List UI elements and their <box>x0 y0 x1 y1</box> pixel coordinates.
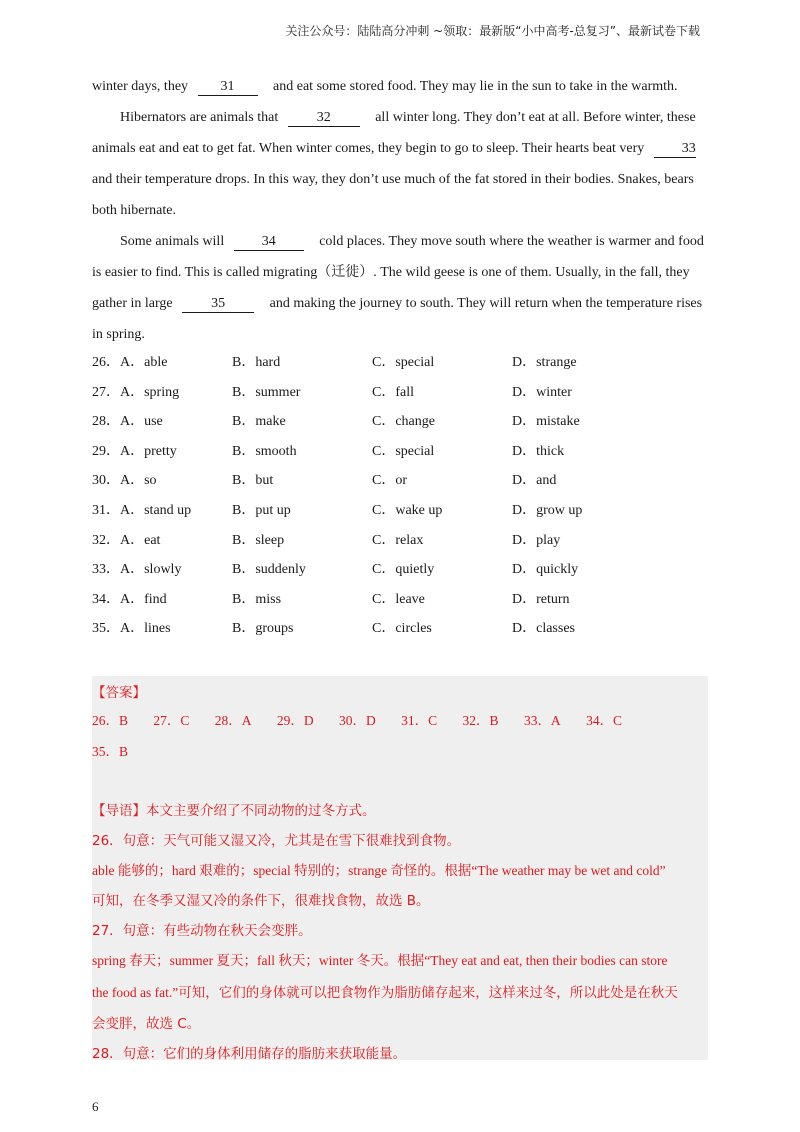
passage-text: both hibernate. <box>92 203 176 218</box>
option-row <box>92 500 708 530</box>
option-a: 29．A．pretty <box>92 443 177 459</box>
option-c: C．fall <box>372 384 414 400</box>
option-row <box>92 530 708 560</box>
passage-line <box>92 231 708 262</box>
option-a: 28．A．use <box>92 414 163 430</box>
passage-text: is easier to find. This is called migrating（迁徙）. The wild geese is one of them. Usually, in the fall, they <box>92 265 690 280</box>
option-b: B．put up <box>232 502 291 518</box>
option-row <box>92 352 708 382</box>
option-a: 27．A．spring <box>92 384 180 400</box>
option-row <box>92 411 708 441</box>
option-b: B．suddenly <box>232 562 306 578</box>
option-c: C．relax <box>372 532 424 548</box>
passage-line <box>92 262 708 293</box>
blank-31: 31 <box>198 79 258 96</box>
option-row <box>92 559 708 589</box>
passage-line <box>92 293 708 324</box>
option-a: 26．A．able <box>92 355 168 370</box>
option-c: C．special <box>372 443 435 459</box>
page-header: 关注公众号：陆陆高分冲刺 ~领取：最新版“小中高考-总复习”、最新试卷下载 <box>285 24 700 38</box>
answer-key: 26．B <box>92 713 129 728</box>
option-d: D．and <box>512 473 557 489</box>
passage-text: Some animals will <box>120 234 225 249</box>
option-row <box>92 470 708 500</box>
passage-line <box>92 169 708 200</box>
option-c: C．change <box>372 414 435 430</box>
option-d: D．play <box>512 532 561 548</box>
option-a: 32．A．eat <box>92 532 161 548</box>
option-a: 31．A．stand up <box>92 502 192 518</box>
option-d: D．strange <box>512 355 577 370</box>
option-b: B．but <box>232 473 274 489</box>
option-a: 33．A．slowly <box>92 562 182 578</box>
blank-34: 34 <box>234 234 304 251</box>
guide-text: 【导语】本文主要介绍了不同动物的过冬方式。 <box>92 803 376 819</box>
option-a: 34．A．find <box>92 591 167 607</box>
passage-line <box>92 76 708 107</box>
answer-key: 31．C <box>401 713 438 728</box>
answer-key: 29．D <box>276 713 314 728</box>
q27-explanation: 会变胖，故选 C。 <box>92 1016 201 1032</box>
option-d: D．return <box>512 591 570 607</box>
passage-text: and their temperature drops. In this way, they don’t use much of the fat stored in their bodies. Snakes, bears <box>92 172 694 187</box>
option-b: B．miss <box>232 591 282 607</box>
blank-33: 33 <box>654 141 696 158</box>
option-c: C．circles <box>372 621 432 637</box>
q27-explanation: the food as fat.”可知，它们的身体就可以把食物作为脂肪储存起来，这样来过冬，所以此处是在秋天 <box>92 985 678 1000</box>
option-b: B．summer <box>232 384 301 400</box>
passage-text: gather in large <box>92 296 173 311</box>
passage-line <box>92 200 708 231</box>
passage-text: cold places. They move south where the weather is warmer and food <box>319 234 704 249</box>
passage-text: and eat some stored food. They may lie in the sun to take in the warmth. <box>273 79 678 94</box>
option-row <box>92 382 708 412</box>
passage-text: and making the journey to south. They will return when the temperature rises <box>269 296 703 311</box>
answer-key: 30．D <box>339 713 376 728</box>
passage-line <box>92 138 708 169</box>
answer-title: 【答案】 <box>92 685 146 701</box>
option-d: D．grow up <box>512 502 583 518</box>
option-row <box>92 441 708 471</box>
option-a: 30．A．so <box>92 473 157 489</box>
q27-meaning: 27．句意：有些动物在秋天会变胖。 <box>92 923 312 939</box>
option-d: D．thick <box>512 443 565 459</box>
answer-keys <box>92 709 644 729</box>
option-d: D．quickly <box>512 562 579 578</box>
option-c: C．special <box>372 355 435 370</box>
answer-key-last: 35．B <box>92 744 129 759</box>
q26-explanation: 可知，在冬季又湿又冷的条件下，很难找食物，故选 B。 <box>92 893 430 909</box>
answer-key: 28．A <box>214 713 252 728</box>
passage-line <box>92 107 708 138</box>
option-d: D．classes <box>512 621 575 637</box>
option-row <box>92 589 708 619</box>
answer-options <box>92 352 708 648</box>
answer-key: 27．C <box>153 713 190 728</box>
answer-key: 34．C <box>586 713 623 728</box>
option-b: B．sleep <box>232 532 285 548</box>
option-row <box>92 618 708 648</box>
passage-text: winter days, they <box>92 79 189 94</box>
option-a: 35．A．lines <box>92 621 171 637</box>
option-b: B．hard <box>232 355 281 370</box>
option-c: C．wake up <box>372 502 443 518</box>
passage-text: animals eat and eat to get fat. When winter comes, they begin to go to sleep. Their hearts beat very <box>92 141 645 156</box>
option-b: B．groups <box>232 621 294 637</box>
answer-key: 33．A <box>523 713 561 728</box>
q26-explanation: able 能够的；hard 艰难的；special 特别的；strange 奇怪的。根据“The weather may be wet and cold” <box>92 863 666 878</box>
option-b: B．smooth <box>232 443 297 459</box>
reading-passage <box>92 76 708 355</box>
option-d: D．mistake <box>512 414 580 430</box>
answer-key: 32．B <box>462 713 499 728</box>
option-c: C．quietly <box>372 562 435 578</box>
option-d: D．winter <box>512 384 572 400</box>
q26-meaning: 26．句意：天气可能又湿又冷，尤其是在雪下很难找到食物。 <box>92 833 461 849</box>
passage-text: in spring. <box>92 327 145 342</box>
page-number: 6 <box>92 1099 99 1114</box>
passage-text: all winter long. They don’t eat at all. Before winter, these <box>375 110 696 125</box>
option-c: C．leave <box>372 591 425 607</box>
blank-32: 32 <box>288 110 360 127</box>
passage-line <box>92 324 708 355</box>
option-b: B．make <box>232 414 286 430</box>
q28-meaning: 28．句意：它们的身体利用储存的脂肪来获取能量。 <box>92 1046 407 1062</box>
blank-35: 35 <box>182 296 254 313</box>
passage-text: Hibernators are animals that <box>120 110 279 125</box>
option-c: C．or <box>372 473 407 489</box>
q27-explanation: spring 春天；summer 夏天；fall 秋天；winter 冬天。根据“They eat and eat, then their bodies can store <box>92 953 668 968</box>
